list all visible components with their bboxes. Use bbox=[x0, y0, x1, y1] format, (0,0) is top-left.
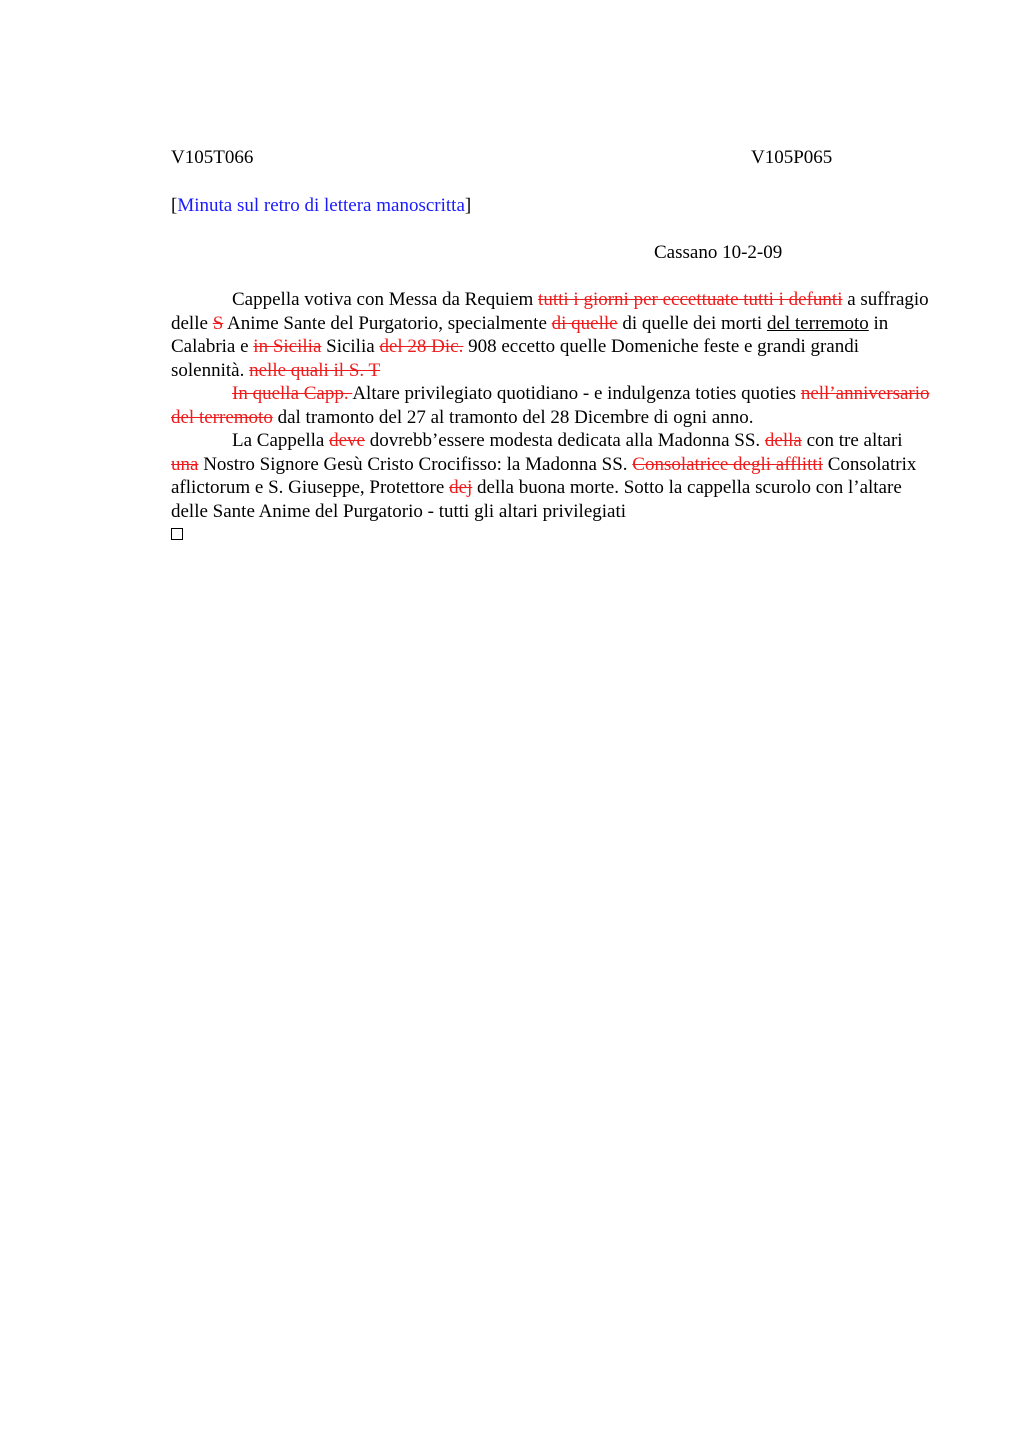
text-run: di quelle dei morti bbox=[617, 312, 767, 334]
letter-body bbox=[171, 288, 931, 547]
deleted-text: Consolatrice degli afflitti bbox=[632, 453, 823, 475]
deleted-text: nell’anniversario del terremoto bbox=[171, 383, 930, 428]
place-date: Cassano 10-2-09 bbox=[654, 242, 783, 263]
paragraph-2 bbox=[171, 382, 931, 429]
text-run: Sicilia bbox=[321, 336, 380, 357]
text-run: 908 eccetto quelle Domeniche feste e grandi grandi solennità. bbox=[171, 336, 860, 381]
deleted-text: S bbox=[212, 312, 224, 334]
text-run: La Cappella bbox=[232, 430, 330, 451]
text-run: a suffragio delle bbox=[171, 289, 929, 334]
document-code-right: V105P065 bbox=[751, 147, 833, 168]
deleted-text: nelle quali il S. T bbox=[249, 359, 381, 381]
deleted-text: In quella Capp. bbox=[232, 383, 353, 404]
text-run: con tre altari bbox=[801, 430, 903, 451]
document-page bbox=[171, 146, 931, 522]
editorial-note bbox=[171, 194, 471, 218]
underlined-text: del terremoto bbox=[766, 312, 869, 334]
text-run: Altare privilegiato quotidiano - e indulgenza toties quoties bbox=[352, 383, 801, 404]
text-run: dovrebb’essere modesta dedicata alla Madonna SS. bbox=[364, 430, 765, 451]
document-code-left: V105T066 bbox=[171, 147, 254, 168]
text-run: Nostro Signore Gesù Cristo Crocifisso: la Madonna SS. bbox=[198, 453, 633, 475]
deleted-text: deve bbox=[329, 430, 365, 451]
note-close-bracket: ] bbox=[464, 195, 472, 216]
deleted-text: di quelle bbox=[551, 312, 618, 334]
text-run: dal tramonto del 27 al tramonto del 28 Dicembre di ogni anno. bbox=[272, 406, 754, 428]
square-end-mark-icon bbox=[171, 528, 183, 540]
text-run: Anime Sante del Purgatorio, specialmente bbox=[223, 312, 552, 334]
paragraph-1 bbox=[171, 288, 931, 382]
deleted-text: una bbox=[171, 453, 199, 475]
note-text: Minuta sul retro di lettera manoscritta bbox=[177, 195, 465, 216]
paragraph-3 bbox=[171, 429, 931, 523]
deleted-text: dej bbox=[449, 477, 473, 498]
end-mark-row bbox=[171, 523, 931, 547]
deleted-text: tutti i giorni per eccettuate tutti i defunti bbox=[538, 289, 843, 310]
text-run: Cappella votiva con Messa da Requiem bbox=[232, 289, 539, 310]
text-run: in Calabria e bbox=[171, 312, 889, 357]
deleted-text: della bbox=[764, 430, 802, 451]
deleted-text: del 28 Dic. bbox=[379, 336, 464, 357]
text-run: Consolatrix aflictorum e S. Giuseppe, Protettore bbox=[171, 453, 917, 498]
note-open-bracket: [ bbox=[171, 195, 178, 216]
deleted-text: in Sicilia bbox=[253, 336, 322, 357]
text-run: della buona morte. Sotto la cappella scurolo con l’altare delle Sante Anime del Purgatorio - tutti gli altari privilegiati bbox=[171, 477, 902, 522]
header-row bbox=[171, 146, 931, 170]
